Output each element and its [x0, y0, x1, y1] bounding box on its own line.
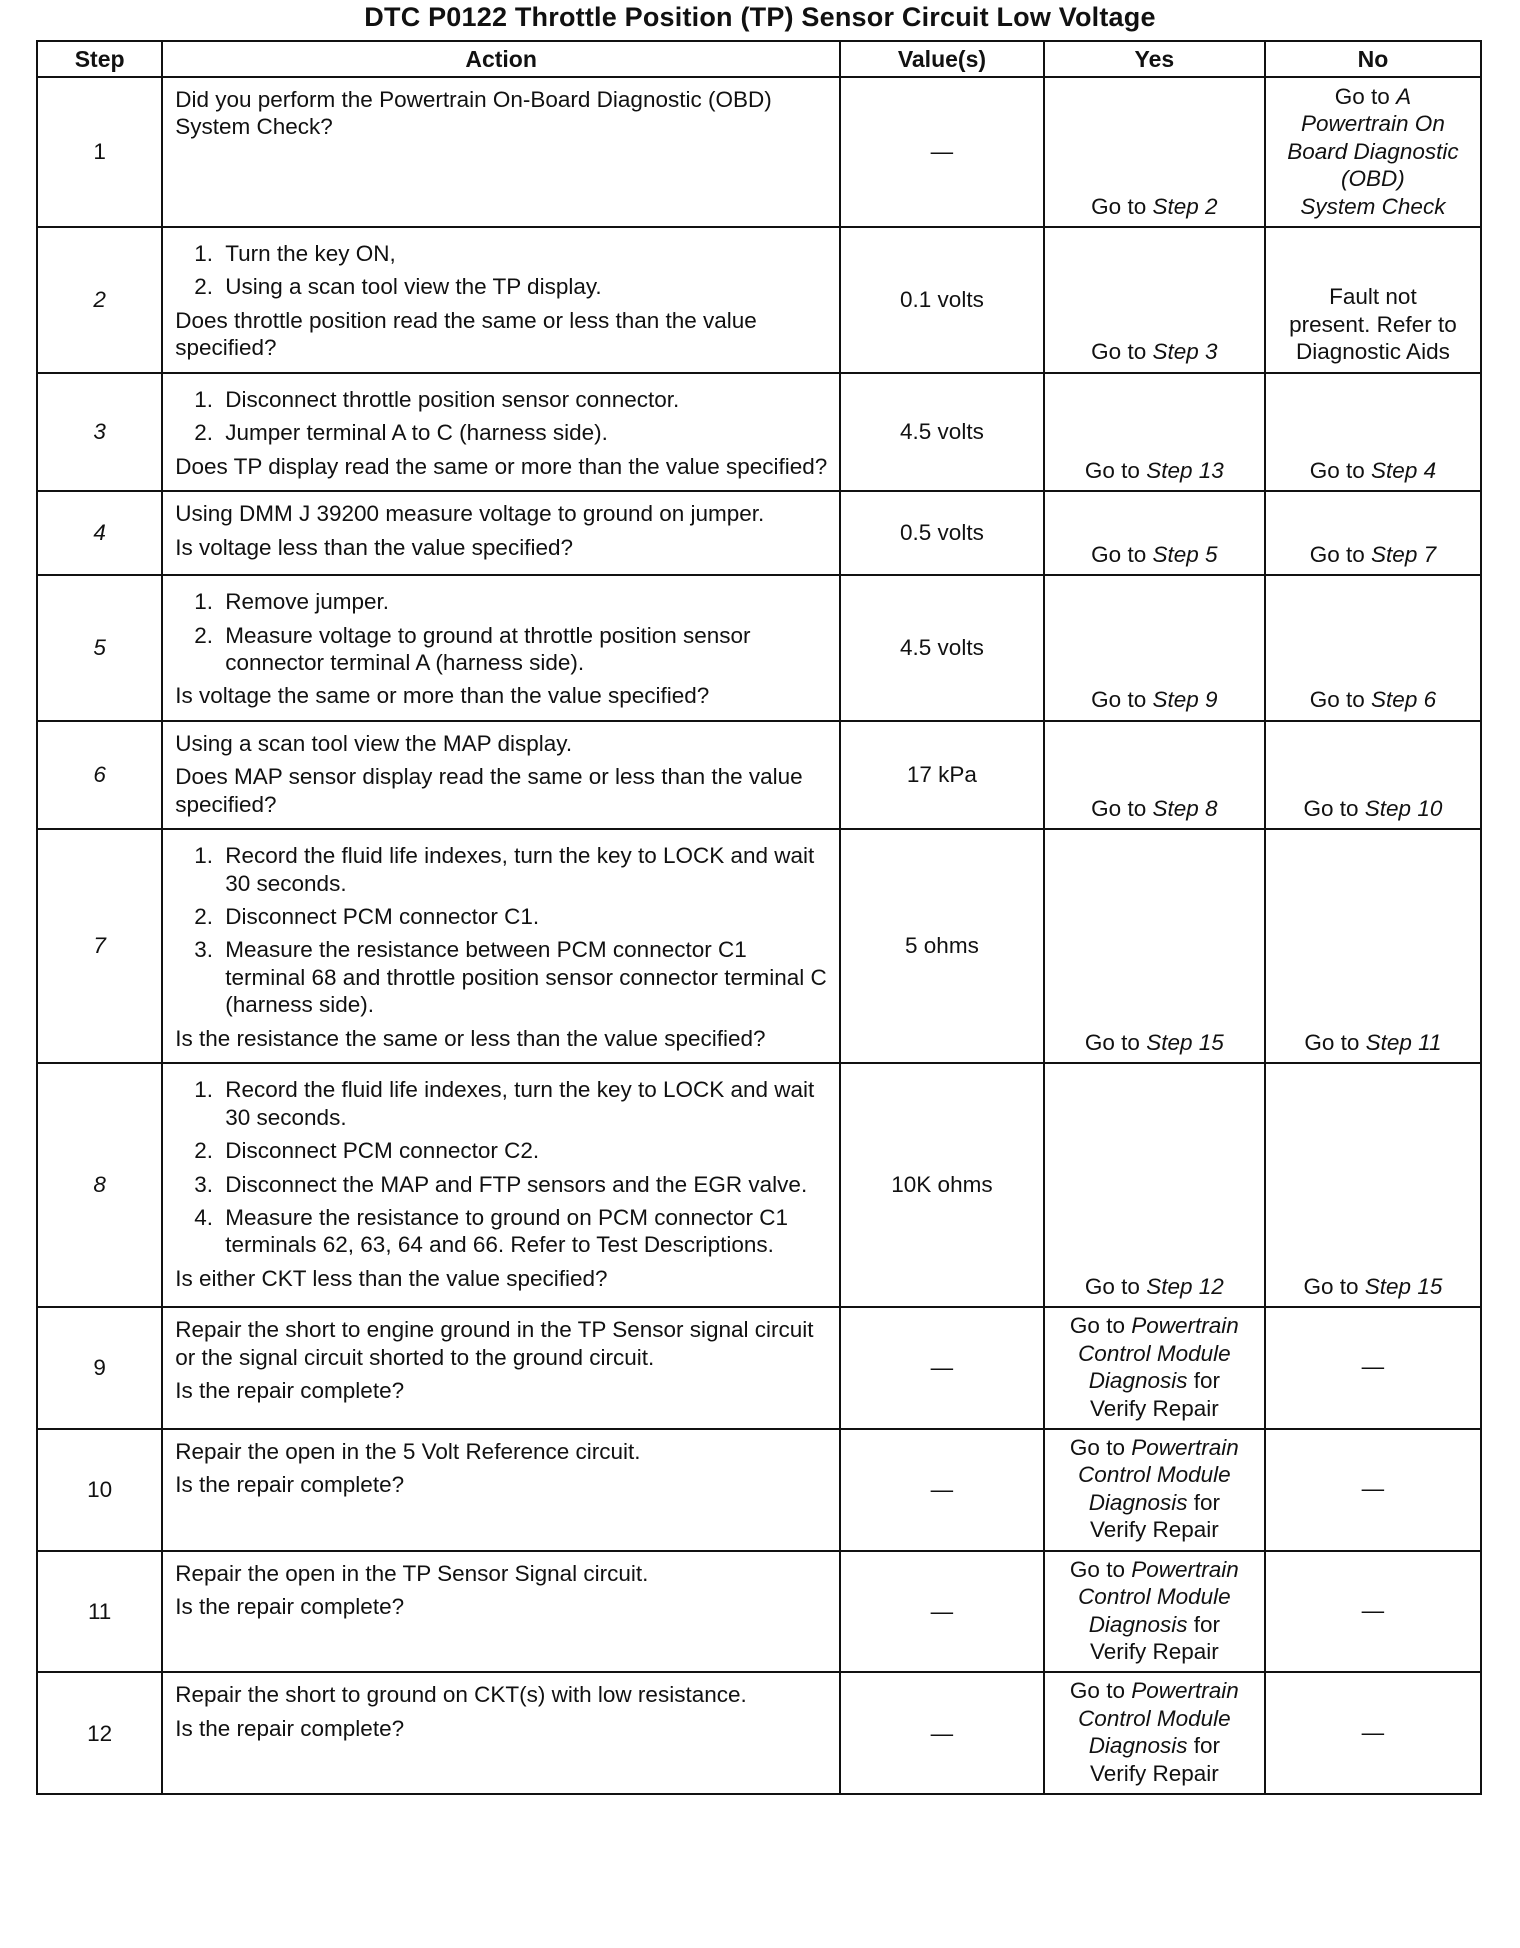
step-number: 7 — [37, 829, 162, 1063]
value-cell: 5 ohms — [840, 829, 1044, 1063]
value-cell: 0.1 volts — [840, 227, 1044, 373]
yes-line-italic: Powertrain — [1131, 1313, 1239, 1339]
table-row — [37, 227, 1481, 373]
value-cell: 4.5 volts — [840, 373, 1044, 491]
action-steps-list — [175, 842, 829, 1019]
action-step-item: 1. Remove jumper. — [219, 588, 829, 615]
action-step-item: 1. Record the fluid life indexes, turn the key to LOCK and wait 30 seconds. — [219, 842, 829, 897]
action-step-item: 1. Disconnect throttle position sensor connector. — [219, 386, 829, 413]
yes-line-italic: Control Module — [1078, 1340, 1231, 1366]
yes-line-italic: Control Module — [1078, 1462, 1231, 1488]
no-cell — [1265, 1063, 1481, 1307]
action-question: Did you perform the Powertrain On-Board Diagnostic (OBD) System Check? — [175, 87, 772, 140]
yes-step-ref: Step 8 — [1152, 795, 1218, 821]
no-cell — [1265, 491, 1481, 575]
action-cell — [162, 1672, 840, 1794]
yes-line-plain: Go to — [1069, 1434, 1132, 1460]
yes-line-italic: Diagnosis — [1088, 1489, 1188, 1515]
yes-cell — [1044, 373, 1265, 491]
step-number: 10 — [37, 1429, 162, 1551]
yes-line — [1049, 1556, 1260, 1583]
no-cell — [1265, 373, 1481, 491]
yes-line-plain: Go to — [1069, 1556, 1132, 1582]
yes-line — [1049, 1611, 1260, 1638]
yes-prefix: Go to — [1091, 193, 1153, 219]
action-step-item: 2. Disconnect PCM connector C1. — [219, 903, 829, 930]
yes-prefix: Go to — [1091, 795, 1153, 821]
value-cell: — — [840, 1307, 1044, 1429]
value-cell: 4.5 volts — [840, 575, 1044, 721]
yes-line-italic: Powertrain — [1131, 1678, 1239, 1704]
yes-step-ref: Step 12 — [1146, 1273, 1224, 1299]
no-cell — [1265, 227, 1481, 373]
no-cell — [1265, 575, 1481, 721]
no-dash: — — [1361, 1719, 1385, 1745]
no-line-italic: Board Diagnostic — [1287, 138, 1459, 164]
no-cell — [1265, 1672, 1481, 1794]
no-prefix: Go to — [1303, 795, 1365, 821]
step-number: 11 — [37, 1551, 162, 1673]
diagnostic-table — [36, 40, 1482, 1795]
no-line — [1270, 83, 1476, 110]
action-text: Using DMM J 39200 measure voltage to ground on jumper. — [175, 501, 765, 527]
step-number: 6 — [37, 721, 162, 829]
step-number: 3 — [37, 373, 162, 491]
action-question: Is the resistance the same or less than the value specified? — [175, 1025, 766, 1051]
no-line-italic: Powertrain On — [1301, 111, 1445, 137]
value-cell: — — [840, 1551, 1044, 1673]
step-number: 4 — [37, 491, 162, 575]
header-step: Step — [37, 41, 162, 77]
yes-prefix: Go to — [1084, 1273, 1147, 1299]
action-question: Is the repair complete? — [175, 1715, 405, 1741]
action-question: Is the repair complete? — [175, 1594, 405, 1620]
yes-line — [1049, 1760, 1260, 1787]
no-prefix: Go to — [1304, 1029, 1366, 1055]
header-values: Value(s) — [840, 41, 1044, 77]
yes-line — [1049, 1583, 1260, 1610]
action-cell — [162, 1551, 840, 1673]
action-cell — [162, 829, 840, 1063]
yes-line — [1049, 1732, 1260, 1759]
yes-line — [1049, 1638, 1260, 1665]
no-line — [1270, 283, 1476, 310]
action-text: Repair the open in the TP Sensor Signal circuit. — [175, 1560, 649, 1586]
action-cell — [162, 491, 840, 575]
table-row — [37, 373, 1481, 491]
header-row — [37, 41, 1481, 77]
action-text: Repair the open in the 5 Volt Reference circuit. — [175, 1438, 641, 1464]
table-row — [37, 1429, 1481, 1551]
no-step-ref: Step 7 — [1371, 541, 1437, 567]
action-cell — [162, 721, 840, 829]
yes-cell — [1044, 829, 1265, 1063]
yes-line — [1049, 1395, 1260, 1422]
yes-line-plain: Verify Repair — [1089, 1639, 1219, 1664]
yes-cell — [1044, 1307, 1265, 1429]
table-row — [37, 1672, 1481, 1794]
action-question: Is voltage the same or more than the value specified? — [175, 683, 710, 709]
yes-line-plain: Verify Repair — [1089, 1760, 1219, 1786]
yes-prefix: Go to — [1091, 339, 1153, 365]
yes-step-ref: Step 15 — [1146, 1029, 1224, 1055]
action-step-item: 1. Turn the key ON, — [219, 240, 829, 267]
header-yes: Yes — [1044, 41, 1265, 77]
step-number: 1 — [37, 77, 162, 227]
yes-text-block — [1049, 1312, 1260, 1422]
yes-line-italic: Diagnosis — [1088, 1611, 1188, 1637]
action-cell — [162, 1063, 840, 1307]
yes-step-ref: Step 5 — [1152, 541, 1218, 567]
yes-line-italic: Control Module — [1078, 1584, 1231, 1610]
no-prefix: Go to — [1309, 687, 1372, 713]
step-number: 12 — [37, 1672, 162, 1794]
table-row — [37, 491, 1481, 575]
no-line — [1270, 110, 1476, 137]
no-text-block — [1270, 283, 1476, 365]
no-cell — [1265, 721, 1481, 829]
yes-line — [1049, 1312, 1260, 1339]
no-dash: — — [1361, 1597, 1385, 1623]
yes-line — [1049, 1489, 1260, 1516]
yes-line-plain: Verify Repair — [1089, 1517, 1219, 1543]
no-step-ref: Step 6 — [1371, 687, 1437, 713]
no-line-plain: Go to — [1334, 83, 1397, 109]
no-line — [1270, 338, 1476, 365]
yes-prefix: Go to — [1091, 541, 1153, 567]
table-row — [37, 1063, 1481, 1307]
no-dash: — — [1361, 1476, 1385, 1502]
action-steps-list — [175, 1076, 829, 1259]
action-step-item: 4. Measure the resistance to ground on PCM connector C1 terminals 62, 63, 64 and 66. Refer to Test Descriptions. — [219, 1204, 829, 1259]
action-text: Using a scan tool view the MAP display. — [175, 730, 573, 756]
no-cell — [1265, 1307, 1481, 1429]
yes-line-italic: Diagnosis — [1088, 1368, 1188, 1394]
action-cell — [162, 1429, 840, 1551]
yes-cell — [1044, 1551, 1265, 1673]
no-dash: — — [1361, 1354, 1385, 1380]
step-number: 9 — [37, 1307, 162, 1429]
no-cell — [1265, 1429, 1481, 1551]
action-step-item: 1. Record the fluid life indexes, turn the key to LOCK and wait 30 seconds. — [219, 1076, 829, 1131]
no-prefix: Go to — [1309, 457, 1372, 483]
no-line-plain: present. Refer to — [1289, 311, 1457, 337]
yes-cell — [1044, 575, 1265, 721]
action-question: Does throttle position read the same or less than the value specified? — [175, 307, 757, 361]
no-text-block — [1270, 83, 1476, 220]
no-line-plain: Fault not — [1329, 284, 1417, 310]
no-step-ref: Step 15 — [1364, 1273, 1443, 1299]
no-line — [1270, 193, 1476, 220]
step-number: 8 — [37, 1063, 162, 1307]
yes-line — [1049, 1516, 1260, 1543]
yes-cell — [1044, 1672, 1265, 1794]
yes-cell — [1044, 491, 1265, 575]
yes-line — [1049, 1677, 1260, 1704]
yes-line — [1049, 1461, 1260, 1488]
table-row — [37, 77, 1481, 227]
yes-line-plain: Go to — [1069, 1678, 1132, 1704]
action-cell — [162, 227, 840, 373]
yes-cell — [1044, 77, 1265, 227]
no-step-ref: Step 4 — [1371, 457, 1437, 483]
yes-line-italic: Powertrain — [1131, 1556, 1239, 1582]
action-text: Repair the short to ground on CKT(s) with low resistance. — [175, 1682, 747, 1708]
action-steps-list — [175, 588, 829, 676]
no-prefix: Go to — [1309, 541, 1372, 567]
yes-cell — [1044, 721, 1265, 829]
no-line-italic: (OBD) — [1341, 166, 1405, 192]
yes-prefix: Go to — [1084, 457, 1147, 483]
yes-step-ref: Step 9 — [1152, 687, 1218, 713]
yes-prefix: Go to — [1084, 1029, 1147, 1055]
action-text: Repair the short to engine ground in the TP Sensor signal circuit or the signal circuit shorted to the ground circuit. — [175, 1317, 814, 1370]
yes-line-suffix: for — [1187, 1611, 1221, 1637]
yes-line-italic: Powertrain — [1131, 1434, 1239, 1460]
no-line — [1270, 138, 1476, 165]
step-number: 2 — [37, 227, 162, 373]
action-question: Does TP display read the same or more than the value specified? — [175, 453, 828, 479]
yes-cell — [1044, 227, 1265, 373]
table-row — [37, 575, 1481, 721]
no-prefix: Go to — [1303, 1273, 1365, 1299]
value-cell: — — [840, 77, 1044, 227]
yes-text-block — [1049, 1556, 1260, 1666]
yes-line-plain: Verify Repair — [1089, 1395, 1219, 1421]
action-step-item: 3. Measure the resistance between PCM connector C1 terminal 68 and throttle position sensor connector terminal C (harness side). — [219, 936, 829, 1018]
action-question: Does MAP sensor display read the same or less than the value specified? — [175, 764, 803, 817]
yes-line-suffix: for — [1187, 1368, 1221, 1394]
no-line-italic: A — [1396, 83, 1412, 109]
yes-line — [1049, 1340, 1260, 1367]
value-cell: — — [840, 1429, 1044, 1551]
value-cell: 17 kPa — [840, 721, 1044, 829]
yes-text-block — [1049, 1677, 1260, 1787]
yes-line — [1049, 1434, 1260, 1461]
yes-line-italic: Diagnosis — [1088, 1733, 1188, 1759]
yes-line — [1049, 1705, 1260, 1732]
no-cell — [1265, 1551, 1481, 1673]
action-question: Is the repair complete? — [175, 1378, 405, 1404]
yes-step-ref: Step 2 — [1152, 193, 1218, 219]
no-cell — [1265, 77, 1481, 227]
yes-prefix: Go to — [1091, 687, 1153, 713]
header-action: Action — [162, 41, 840, 77]
header-no: No — [1265, 41, 1481, 77]
no-line — [1270, 311, 1476, 338]
no-step-ref: Step 11 — [1365, 1029, 1442, 1055]
yes-cell — [1044, 1429, 1265, 1551]
yes-line — [1049, 1367, 1260, 1394]
action-step-item: 3. Disconnect the MAP and FTP sensors and the EGR valve. — [219, 1171, 829, 1198]
action-cell — [162, 77, 840, 227]
yes-line-plain: Go to — [1069, 1313, 1132, 1339]
yes-cell — [1044, 1063, 1265, 1307]
no-line — [1270, 165, 1476, 192]
action-question: Is either CKT less than the value specified? — [175, 1265, 608, 1291]
action-steps-list — [175, 240, 829, 301]
table-body — [37, 77, 1481, 1794]
table-row — [37, 1551, 1481, 1673]
no-line-plain: Diagnostic Aids — [1296, 339, 1450, 365]
no-cell — [1265, 829, 1481, 1063]
action-step-item: 2. Jumper terminal A to C (harness side). — [219, 419, 829, 446]
yes-step-ref: Step 3 — [1152, 339, 1218, 365]
action-question: Is the repair complete? — [175, 1472, 405, 1498]
action-question: Is voltage less than the value specified? — [175, 534, 573, 560]
action-step-item: 2. Using a scan tool view the TP display. — [219, 273, 829, 300]
action-steps-list — [175, 386, 829, 447]
yes-line-italic: Control Module — [1078, 1705, 1231, 1731]
table-row — [37, 1307, 1481, 1429]
action-cell — [162, 575, 840, 721]
yes-text-block — [1049, 1434, 1260, 1544]
yes-line-suffix: for — [1187, 1733, 1221, 1759]
value-cell: 0.5 volts — [840, 491, 1044, 575]
action-cell — [162, 1307, 840, 1429]
value-cell: 10K ohms — [840, 1063, 1044, 1307]
yes-step-ref: Step 13 — [1146, 457, 1224, 483]
table-row — [37, 721, 1481, 829]
action-step-item: 2. Measure voltage to ground at throttle position sensor connector terminal A (harness side). — [219, 622, 829, 677]
action-cell — [162, 373, 840, 491]
table-row — [37, 829, 1481, 1063]
page-title: DTC P0122 Throttle Position (TP) Sensor Circuit Low Voltage — [364, 2, 1156, 32]
action-step-item: 2. Disconnect PCM connector C2. — [219, 1137, 829, 1164]
yes-line-suffix: for — [1187, 1489, 1221, 1515]
no-line-italic: System Check — [1300, 193, 1446, 219]
step-number: 5 — [37, 575, 162, 721]
value-cell: — — [840, 1672, 1044, 1794]
no-step-ref: Step 10 — [1364, 795, 1443, 821]
